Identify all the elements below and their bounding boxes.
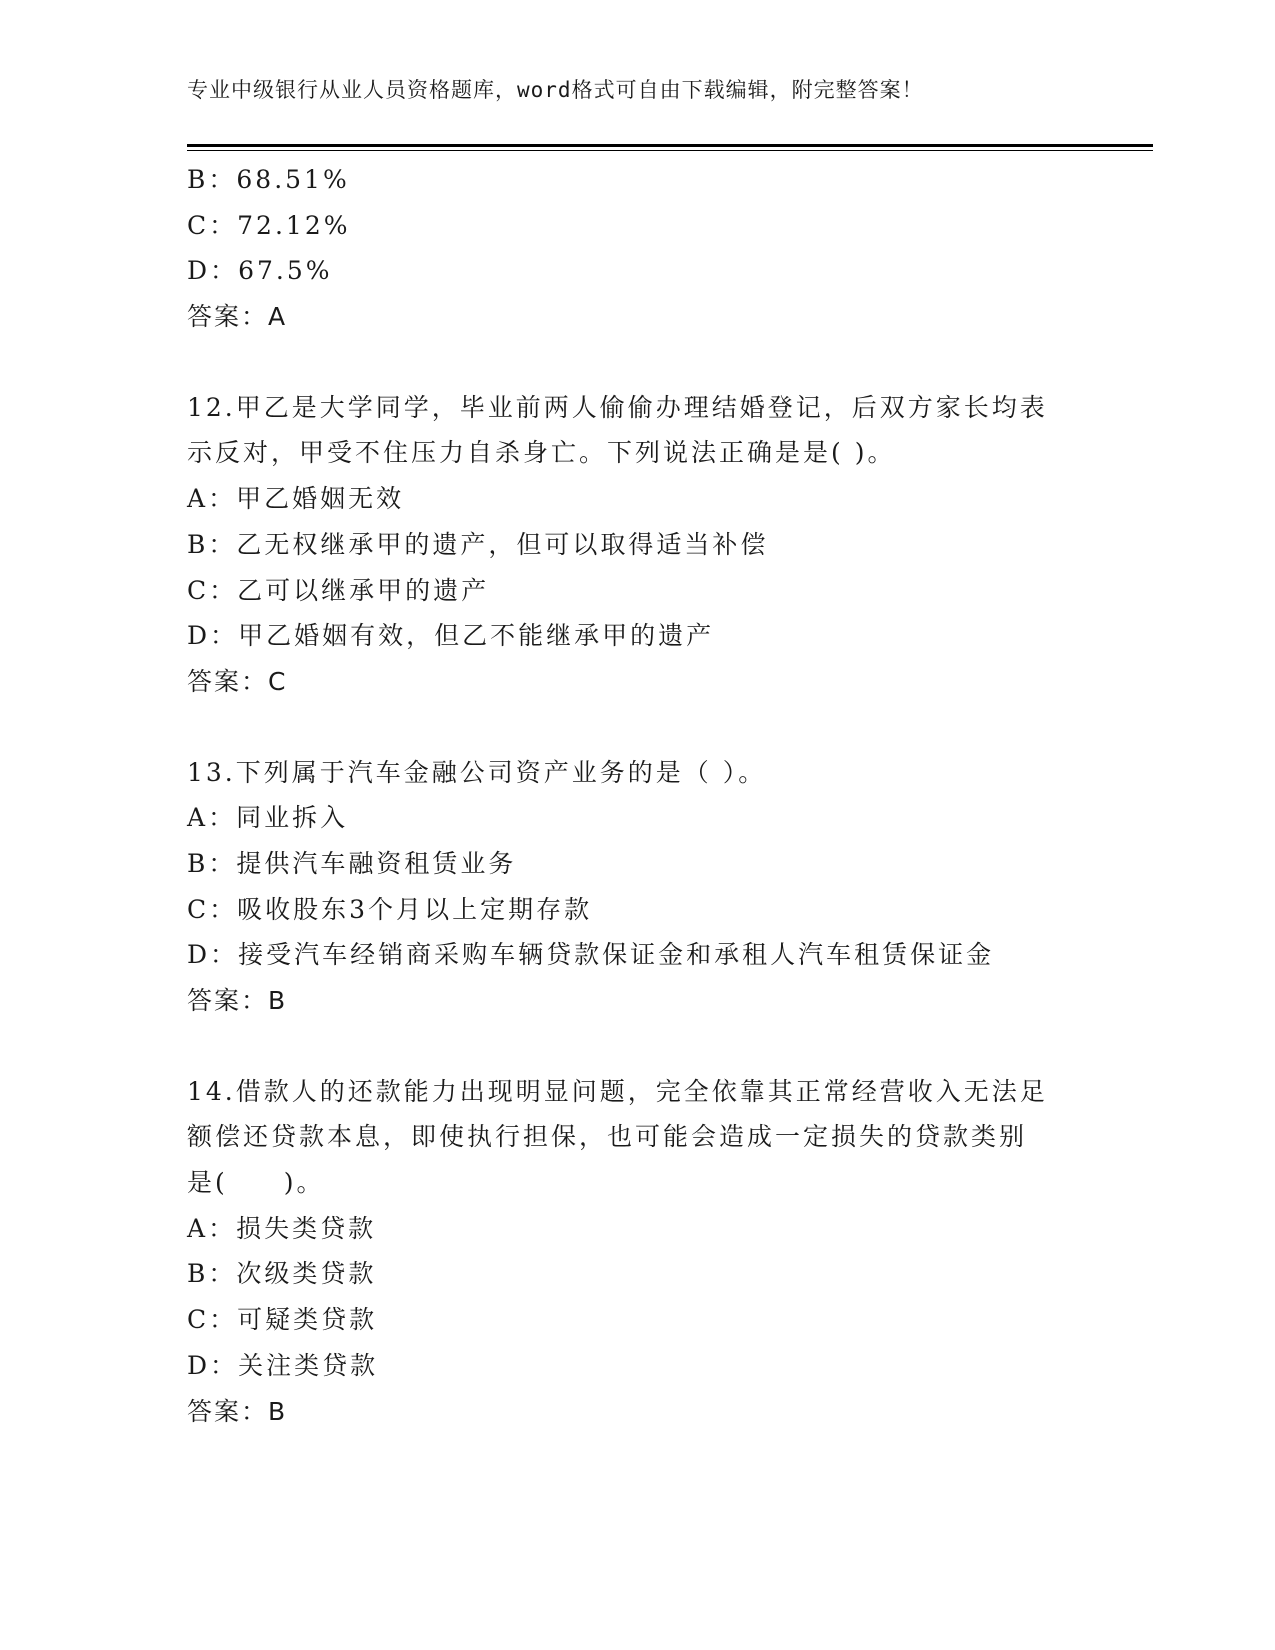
option-label: D [187, 621, 211, 651]
question-text: 13.下列属于汽车金融公司资产业务的是（ ）。 [187, 757, 767, 787]
option-d: D：关注类贷款 [187, 1350, 379, 1380]
option-label: C [187, 575, 210, 605]
option-c: C：吸收股东3个月以上定期存款 [187, 894, 593, 924]
option-text: 同业拆入 [236, 803, 349, 833]
header-rule-thin [187, 150, 1153, 151]
option-d: D：甲乙婚姻有效，但乙不能继承甲的遗产 [187, 621, 715, 651]
question-text: 是( )。 [187, 1168, 325, 1198]
option-a: A：损失类贷款 [187, 1213, 377, 1243]
option-label: A [187, 803, 209, 833]
option-text: 乙可以继承甲的遗产 [237, 575, 490, 605]
question-text: 额偿还贷款本息，即使执行担保，也可能会造成一定损失的贷款类别 [187, 1122, 1028, 1152]
option-text: 提供汽车融资租赁业务 [236, 848, 517, 878]
option-label: B [187, 165, 209, 194]
question-text: 12.甲乙是大学同学，毕业前两人偷偷办理结婚登记，后双方家长均表 [187, 392, 1048, 422]
option-text: 吸收股东3个月以上定期存款 [237, 894, 593, 924]
answer-line: 答案：A [187, 302, 288, 332]
option-text: 甲乙婚姻有效，但乙不能继承甲的遗产 [238, 621, 715, 651]
option-text: 可疑类贷款 [237, 1305, 378, 1335]
option-text: 67.5% [238, 256, 333, 286]
option-label: C [187, 1305, 210, 1335]
option-label: D [187, 256, 211, 286]
option-c: C：可疑类贷款 [187, 1305, 378, 1335]
option-text: 关注类贷款 [238, 1350, 379, 1380]
option-c: C：72.12% [187, 210, 351, 240]
option-text: 乙无权继承甲的遗产，但可以取得适当补偿 [236, 529, 769, 559]
option-a: A：同业拆入 [187, 803, 349, 833]
option-label: B [187, 848, 209, 878]
option-text: 甲乙婚姻无效 [236, 484, 405, 514]
option-label: D [187, 1350, 211, 1380]
option-a: A：甲乙婚姻无效 [187, 484, 405, 514]
option-text: 68.51% [236, 165, 350, 194]
header-rule-thick [187, 144, 1153, 147]
document-body [187, 157, 1107, 1434]
question-text: 14.借款人的还款能力出现明显问题，完全依靠其正常经营收入无法足 [187, 1076, 1048, 1106]
option-b: B：68.51% [187, 165, 350, 194]
option-text: 接受汽车经销商采购车辆贷款保证金和承租人汽车租赁保证金 [238, 940, 995, 970]
option-label: A [187, 484, 209, 514]
option-b: B：次级类贷款 [187, 1259, 377, 1289]
option-text: 72.12% [237, 210, 351, 240]
page-header: 专业中级银行从业人员资格题库，word格式可自由下载编辑，附完整答案！ [187, 78, 924, 102]
option-c: C：乙可以继承甲的遗产 [187, 575, 490, 605]
option-label: B [187, 1259, 209, 1289]
option-label: D [187, 940, 211, 970]
answer-line: 答案：B [187, 1396, 288, 1426]
question-14 [187, 1069, 1107, 1435]
question-13 [187, 750, 1107, 1024]
question-text: 示反对，甲受不住压力自杀身亡。下列说法正确是是( )。 [187, 438, 896, 468]
option-label: C [187, 210, 210, 240]
answer-line: 答案：C [187, 666, 288, 696]
question-12 [187, 385, 1107, 705]
carryover-question [187, 157, 1107, 340]
option-b: B：提供汽车融资租赁业务 [187, 848, 517, 878]
option-label: A [187, 1213, 209, 1243]
option-label: B [187, 529, 209, 559]
option-text: 次级类贷款 [236, 1259, 377, 1289]
answer-line: 答案：B [187, 986, 288, 1015]
option-d: D：67.5% [187, 256, 333, 286]
option-label: C [187, 894, 210, 924]
option-b: B：乙无权继承甲的遗产，但可以取得适当补偿 [187, 529, 769, 559]
option-text: 损失类贷款 [236, 1213, 377, 1243]
option-d: D：接受汽车经销商采购车辆贷款保证金和承租人汽车租赁保证金 [187, 940, 995, 970]
